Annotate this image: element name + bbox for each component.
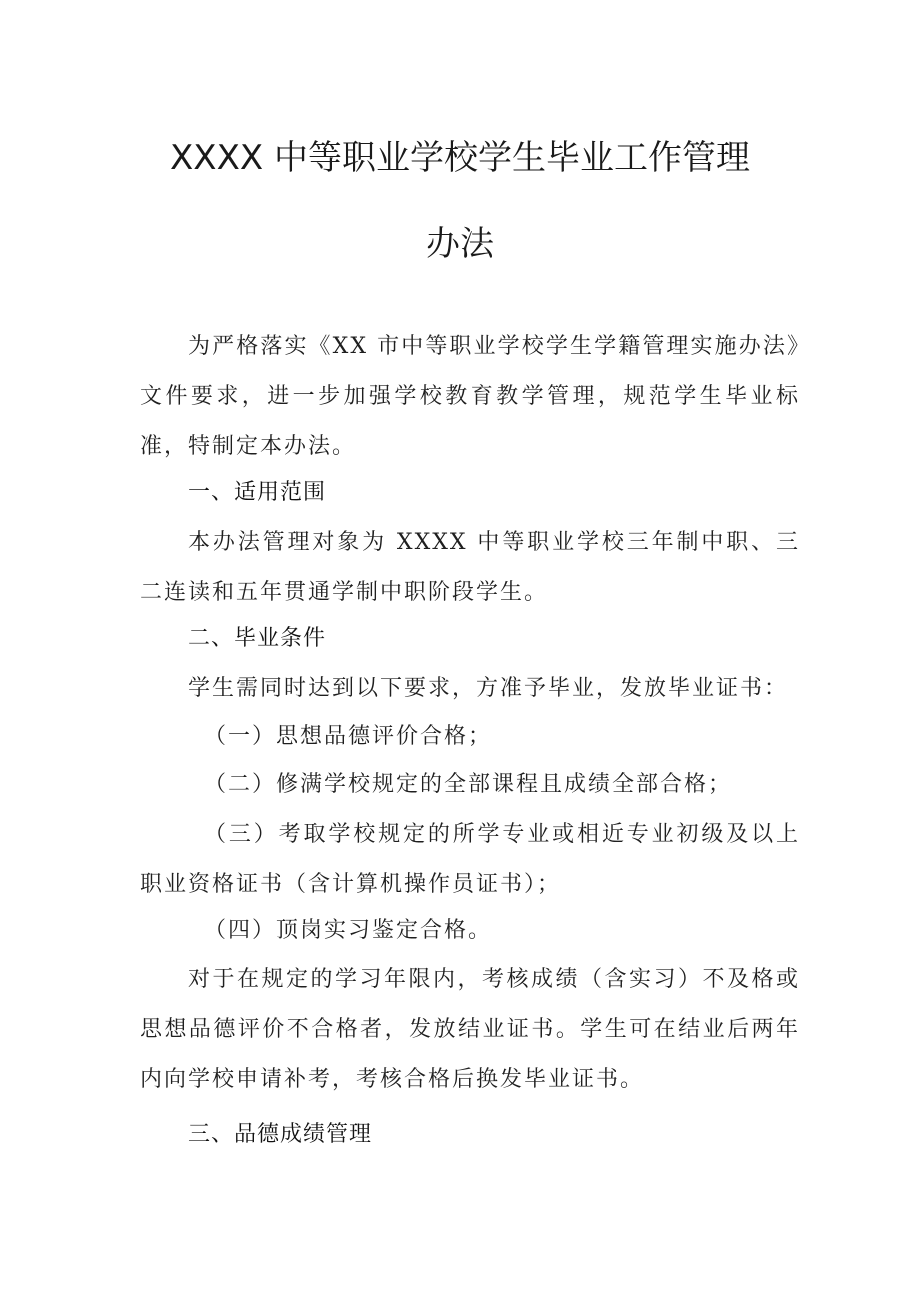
condition-item-2: （二）修满学校规定的全部课程且成绩全部合格；	[204, 772, 733, 797]
condition-item-3: （三）考取学校规定的所学专业或相近专业初级及以上职业资格证书（含计算机操作员证书）；	[140, 822, 800, 897]
section-2-heading: 二、毕业条件	[188, 626, 327, 651]
document-title-line-1: XXXX 中等职业学校学生毕业工作管理	[170, 138, 750, 178]
section-1-heading: 一、适用范围	[188, 480, 327, 505]
section-1-body: 本办法管理对象为 XXXX 中等职业学校三年制中职、三二连读和五年贯通学制中职阶段学生。	[140, 530, 800, 605]
section-3-heading: 三、品德成绩管理	[188, 1122, 373, 1147]
condition-item-1: （一）思想品德评价合格；	[204, 724, 493, 749]
section-2-body: 学生需同时达到以下要求，方准予毕业，发放毕业证书：	[188, 676, 789, 701]
section-2-closing: 对于在规定的学习年限内，考核成绩（含实习）不及格或思想品德评价不合格者，发放结业证书。学生可在结业后两年内向学校申请补考，考核合格后换发毕业证书。	[140, 967, 800, 1092]
intro-paragraph: 为严格落实《XX 市中等职业学校学生学籍管理实施办法》文件要求，进一步加强学校教育教学管理，规范学生毕业标准，特制定本办法。	[140, 334, 800, 459]
condition-item-4: （四）顶岗实习鉴定合格。	[204, 918, 493, 943]
document-title-line-2: 办法	[426, 224, 494, 264]
